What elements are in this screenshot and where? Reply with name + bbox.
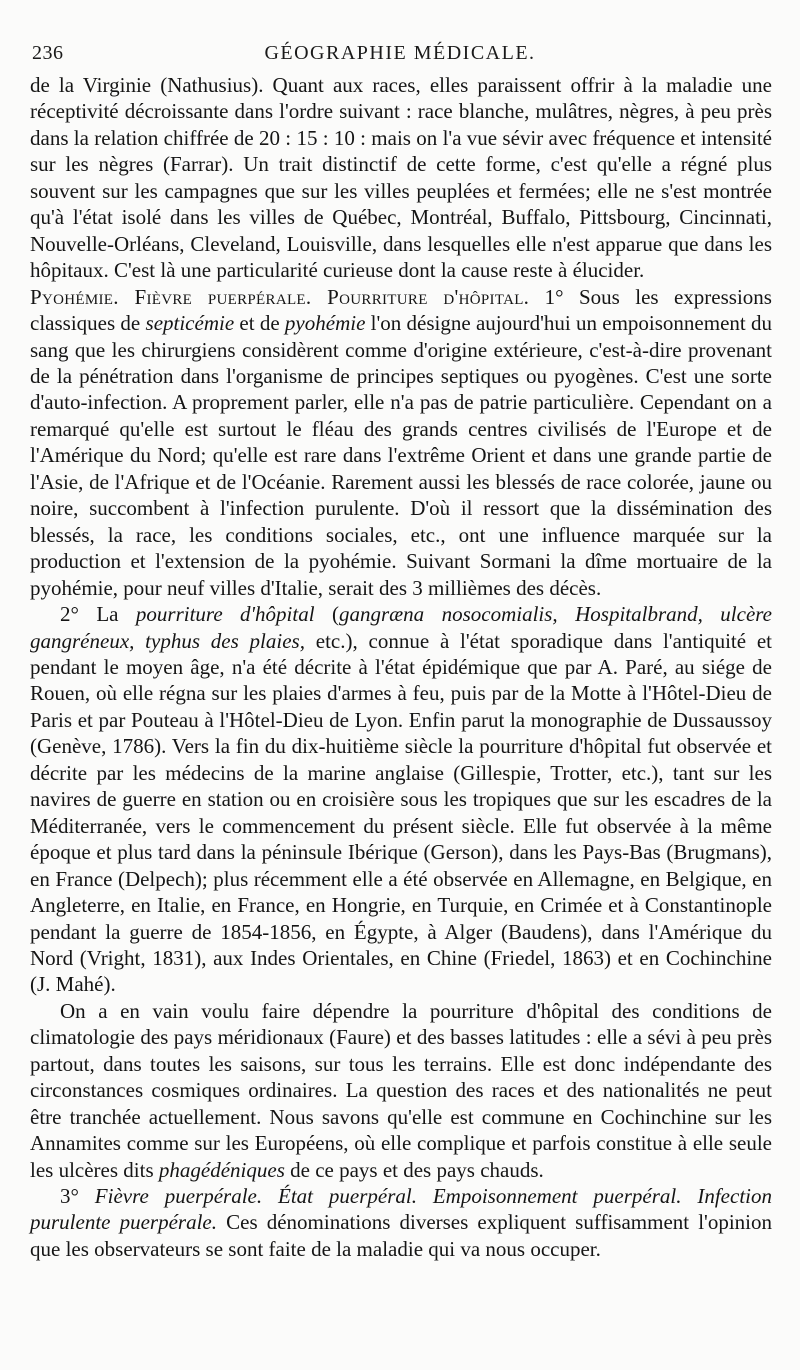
italic-term: pyohémie <box>284 311 366 336</box>
paragraph-text: On a en vain voulu faire dépendre la pourriture d'hôpital des conditions de climatologie des pays méridionaux (Faure) et des basses latitudes : elle a sévi à peu près partout, dans toutes les saisons, sur tous les terrains. Elle est donc indépendante des circonstances cosmiques ordinaires. La question des races et des nationalités ne peut être tranchée actuellement. Nous savons qu'elle est commune en Cochinchine sur les Annamites comme sur les Européens, où elle complique et parfois constitue à elle seule les ulcères dits <box>30 998 772 1182</box>
paragraph-text: ( <box>314 602 339 627</box>
paragraph-text: de la Virginie (Nathusius). Quant aux races, elles paraissent offrir à la maladie une réceptivité décroissante dans l'ordre suivant : race blanche, mulâtres, nègres, à peu près dans la relation chiffrée de 20 : 15 : 10 : mais on l'a vue sévir avec fréquence et intensité sur les nègres (Farrar). Un trait distinctif de cette forme, c'est qu'elle a régné plus souvent sur les campagnes que sur les villes peuplées et fermées; elle ne s'est montrée qu'à l'état isolé dans les villes de Québec, Montréal, Buffalo, Pittsbourg, Cincinnati, Nouvelle-Orléans, Cleveland, Louisville, dans lesquelles elle n'est apparue que dans les hôpitaux. C'est là une particularité curieuse dont la cause reste à élucider. <box>30 73 772 283</box>
body-text <box>30 72 772 1262</box>
running-title: GÉOGRAPHIE MÉDICALE. <box>264 42 536 64</box>
italic-term: phagédéniques <box>158 1157 285 1182</box>
paragraph-virginie-races <box>30 72 772 284</box>
paragraph-text: etc.), connue à l'état sporadique dans l'antiquité et pendant le moyen âge, n'a été décrite à l'état épidémique que par A. Paré, au siége de Rouen, où elle régna sur les plaies d'armes à feu, puis par de la Motte à l'Hôtel-Dieu de Paris et par Pouteau à l'Hôtel-Dieu de Lyon. Enfin parut la monographie de Dussaussoy (Genève, 1786). Vers la fin du dix-huitième siècle la pourriture d'hôpital fut observée et décrite par les médecins de la marine anglaise (Gillespie, Trotter, etc.), tant sur les navires de guerre en station ou en croisière sous les tropiques que sur les escadres de la Méditerranée, vers le commencement du présent siècle. Elle fut observée à la même époque et plus tard dans la péninsule Ibérique (Gerson), dans les Pays-Bas (Brugmans), en France (Delpech); plus récemment elle a été observée en Allemagne, en Belgique, en Angleterre, en Italie, en France, en Hongrie, en Turquie, en Crimée et à Constantinople pendant la guerre de 1854-1856, en Égypte, à Alger (Baudens), dans l'Amérique du Nord (Vright, 1831), aux Indes Orientales, en Chine (Friedel, 1863) et en Cochinchine (J. Mahé). <box>30 628 773 997</box>
paragraph-text: 1° Sous les expressions classiques de <box>30 284 772 336</box>
italic-term: pourriture d'hôpital <box>135 602 315 627</box>
paragraph-fievre-puerperale <box>30 1183 772 1262</box>
italic-term: gangræna nosocomialis, Hospitalbrand, ulcère gangréneux, typhus des plaies, <box>30 602 772 653</box>
paragraph-pyohemie <box>30 284 772 601</box>
italic-term: septicémie <box>145 311 235 336</box>
paragraph-text: de ce pays et des pays chauds. <box>284 1157 544 1182</box>
italic-term: Fièvre puerpérale. État puerpéral. Empoisonnement puerpéral. Infection purulente puerpérale. <box>30 1184 772 1235</box>
page-header <box>30 42 770 72</box>
paragraph-pourriture-hopital <box>30 601 772 998</box>
paragraph-text: 2° La <box>60 602 136 627</box>
page-number: 236 <box>32 42 64 64</box>
paragraph-text: Ces dénominations diverses expliquent suffisamment l'opinion que les observateurs se sont faite de la maladie qui va nous occuper. <box>30 1210 772 1261</box>
paragraph-climatologie <box>30 998 772 1183</box>
section-heading: Pyohémie. Fièvre puerpérale. Pourriture d'hôpital. <box>30 284 530 309</box>
paragraph-text: et de <box>234 311 285 336</box>
paragraph-text: l'on désigne aujourd'hui un empoisonnement du sang que les chirurgiens considèrent comme d'origine extérieure, c'est-à-dire provenant de la pénétration dans l'organisme de principes septiques ou pyogènes. C'est une sorte d'auto-infection. A proprement parler, elle n'a pas de patrie particulière. Cependant on a remarqué qu'elle est surtout le fléau des grands centres civilisés de l'Europe et de l'Amérique du Nord; qu'elle est rare dans l'extrême Orient et dans une grande partie de l'Asie, de l'Afrique et de l'Océanie. Rarement aussi les blessés de race colorée, jaune ou noire, succombent à l'infection purulente. D'où il ressort que la dissémination des blessés, la race, les conditions sociales, etc., ont une influence marquée sur la production et l'extension de la pyohémie. Suivant Sormani la dîme mortuaire de la pyohémie, pour neuf villes d'Italie, serait des 3 millièmes des décès. <box>30 311 772 600</box>
paragraph-text: 3° <box>60 1184 95 1209</box>
